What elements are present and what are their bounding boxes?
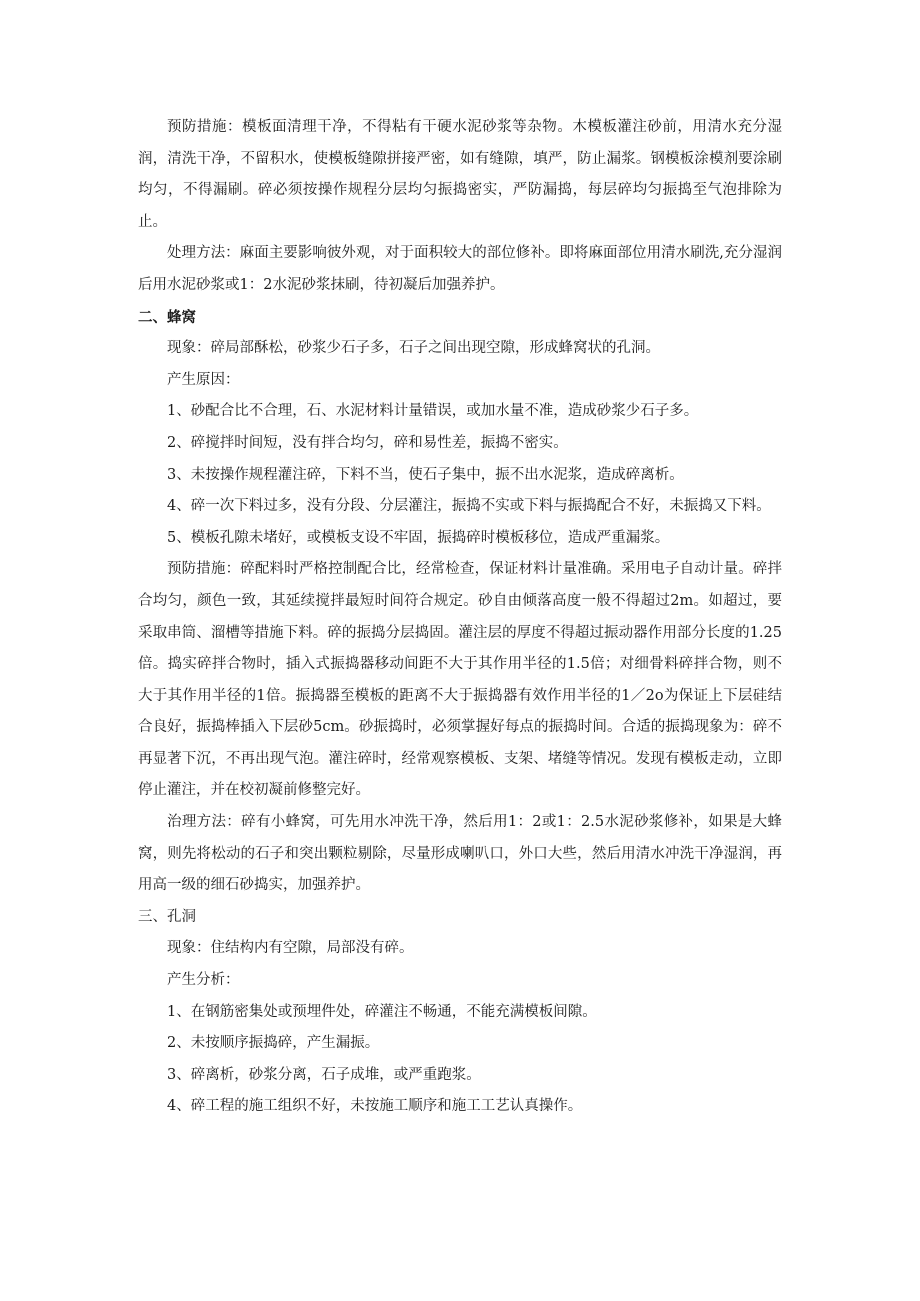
cause-item-5: 5、模板孔隙未堵好，或模板支设不牢固，振捣碎时模板移位，造成严重漏浆。 bbox=[167, 529, 670, 546]
phenomenon-paragraph: 现象：碎局部酥松，砂浆少石子多，石子之间出现空隙，形成蜂窝状的孔洞。 bbox=[167, 340, 660, 357]
treatment-method-paragraph: 处理方法：麻面主要影响彼外观，对于面积较大的部位修补。即将麻面部位用清水刷洗,充分湿润后用水泥砂浆或1：2水泥砂浆抹刷，待初凝后加强养护。 bbox=[138, 245, 782, 293]
holes-item-4: 4、碎工程的施工组织不好，未按施工顺序和施工工艺认真操作。 bbox=[167, 1098, 583, 1115]
holes-analysis-label: 产生分析： bbox=[167, 972, 240, 989]
cause-item-3: 3、未按操作规程灌注碎，下料不当，使石子集中，振不出水泥浆，造成碎离析。 bbox=[167, 466, 684, 483]
cause-item-1: 1、砂配合比不合理，石、水泥材料计量错误，或加水量不准，造成砂浆少石子多。 bbox=[167, 403, 699, 420]
holes-item-3: 3、碎离析，砂浆分离，石子成堆，或严重跑浆。 bbox=[167, 1066, 481, 1083]
honeycomb-treatment-paragraph: 治理方法：碎有小蜂窝，可先用水冲洗干净，然后用1：2或1：2.5水泥砂浆修补，如果是大蜂窝，则先将松动的石子和突出颗粒剔除，尽量形成喇叭口，外口大些，然后用清水冲洗干净湿润，再用高一级的细石砂捣实，加强养护。 bbox=[138, 814, 782, 894]
honeycomb-prevention-paragraph: 预防措施：碎配料时严格控制配合比，经常检查，保证材料计量准确。采用电子自动计量。碎拌合均匀，颜色一致，其延续搅拌最短时间符合规定。砂自由倾落高度一般不得超过2m。如超过，要采取串筒、溜槽等措施下料。碎的振捣分层捣固。灌注层的厚度不得超过振动器作用部分长度的1.25倍。捣实碎拌合物时，插入式振捣器移动间距不大于其作用半径的1.5倍；对细骨料碎拌合物，则不大于其作用半径的1倍。振捣器至模板的距离不大于振捣器有效作用半径的1／2o为保证上下层硅结合良好，振捣棒插入下层砂5cm。砂振捣时，必须掌握好每点的振捣时间。合适的振捣现象为：碎不再显著下沉，不再出现气泡。灌注碎时，经常观察模板、支架、堵缝等情况。发现有模板走动，立即停止灌注，并在校初凝前修整完好。 bbox=[138, 561, 782, 799]
cause-item-4: 4、碎一次下料过多，没有分段、分层灌注，振捣不实或下料与振捣配合不好，未振捣又下料。 bbox=[167, 498, 771, 515]
section-heading-holes: 三、孔洞 bbox=[138, 908, 196, 925]
holes-phenomenon-paragraph: 现象：住结构内有空隙，局部没有碎。 bbox=[167, 940, 414, 957]
document-page bbox=[138, 112, 782, 1123]
cause-item-2: 2、碎搅拌时间短，没有拌合均匀，碎和易性差，振捣不密实。 bbox=[167, 434, 568, 451]
prevention-measures-paragraph: 预防措施：模板面清理干净，不得粘有干硬水泥砂浆等杂物。木模板灌注砂前，用清水充分湿润，清洗干净，不留积水，使模板缝隙拼接严密，如有缝隙，填严，防止漏浆。钢模板涂模剂要涂刷均匀，不得漏刷。碎必须按操作规程分层均匀振捣密实，严防漏捣，每层碎均匀振捣至气泡排除为止。 bbox=[138, 119, 782, 230]
holes-item-2: 2、未按顺序振捣碎，产生漏振。 bbox=[167, 1035, 380, 1052]
section-heading-honeycomb: 二、蜂窝 bbox=[138, 308, 196, 326]
holes-item-1: 1、在钢筋密集处或预埋件处，碎灌注不畅通，不能充满模板间隙。 bbox=[167, 1003, 597, 1020]
causes-label: 产生原因： bbox=[167, 371, 240, 388]
